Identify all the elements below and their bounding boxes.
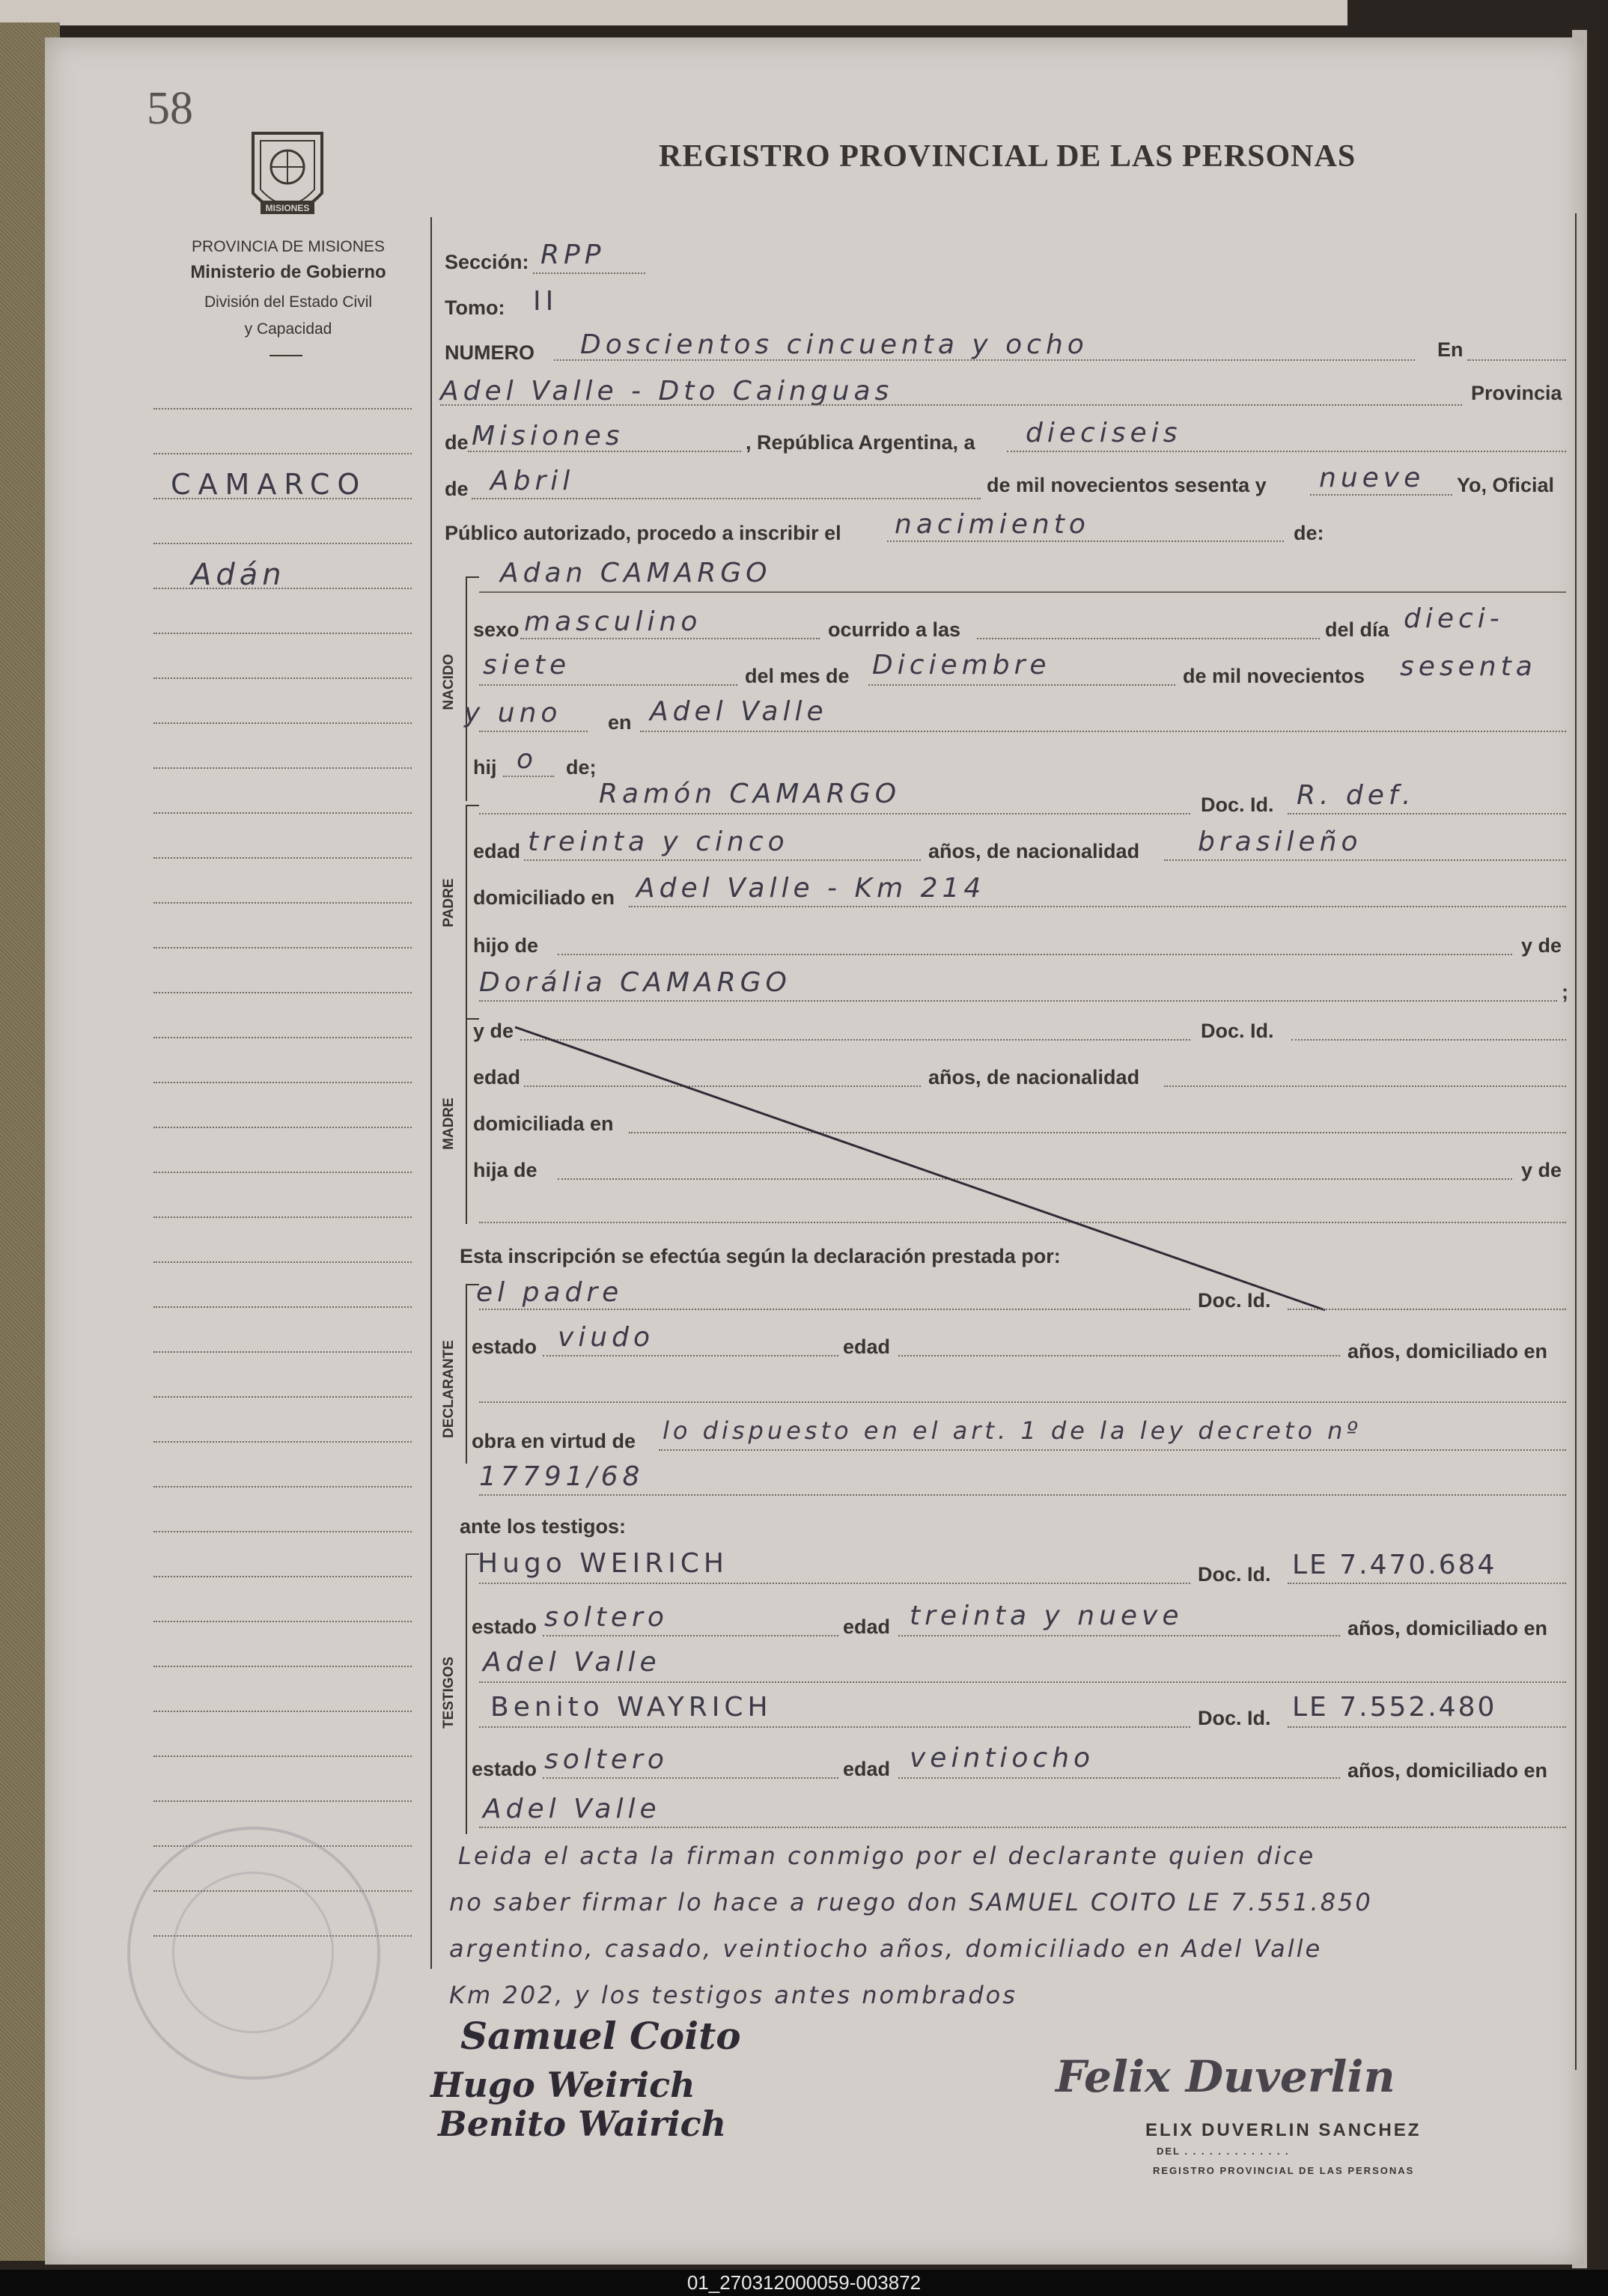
declarante-edad-label: edad — [843, 1336, 891, 1358]
obra-label: obra en virtud de — [472, 1430, 636, 1452]
declarante-label: DECLARANTE — [441, 1340, 457, 1438]
t2-estado-value: soltero — [544, 1744, 669, 1775]
dia-value: dieciseis — [1026, 418, 1182, 448]
nacido-anio-a: sesenta — [1400, 651, 1537, 682]
madre-doc-label: Doc. Id. — [1201, 1020, 1274, 1042]
numero-label: NUMERO — [445, 341, 535, 364]
t1-name: Hugo WEIRICH — [478, 1548, 729, 1579]
nacido-anio-b: y uno — [464, 698, 562, 728]
madre-yde2-label: y de — [1521, 1159, 1562, 1181]
t2-doc-label: Doc. Id. — [1198, 1707, 1271, 1729]
padre-nac-label: años, de nacionalidad — [928, 840, 1140, 862]
anio-value: nueve — [1319, 463, 1425, 493]
madre-label: MADRE — [441, 1097, 457, 1150]
provincia-label: Provincia — [1471, 382, 1562, 404]
official-line-2: DEL . . . . . . . . . . . . . — [1157, 2146, 1290, 2157]
hijo-label: hij — [473, 756, 497, 779]
t1-dom-label: años, domiciliado en — [1347, 1617, 1548, 1639]
padre-doc-label: Doc. Id. — [1201, 794, 1274, 816]
padre-yde-label: y de — [1521, 934, 1562, 957]
publico-label: Público autorizado, procedo a inscribir el — [445, 522, 841, 544]
t2-doc-value: LE 7.552.480 — [1292, 1692, 1497, 1723]
mes-value: Abril — [490, 466, 575, 496]
t2-estado-label: estado — [472, 1758, 537, 1780]
en-label: En — [1437, 338, 1464, 361]
t1-estado-label: estado — [472, 1616, 537, 1638]
t2-dom-value: Adel Valle — [483, 1794, 661, 1824]
del-dia-label: del día — [1325, 618, 1389, 641]
padre-doc-value: R. def. — [1297, 780, 1416, 811]
signature-hugo-weirich: Hugo Weirich — [430, 2065, 695, 2105]
declarante-estado-label: estado — [472, 1336, 537, 1358]
t2-edad-value: veintiocho — [910, 1743, 1095, 1773]
ocurrido-label: ocurrido a las — [828, 618, 961, 641]
footer-image-id: 01_270312000059-003872 — [0, 2270, 1608, 2296]
header-province: PROVINCIA DE MISIONES — [192, 238, 385, 255]
acto-value: nacimiento — [895, 509, 1090, 540]
emblem-label: MISIONES — [265, 203, 310, 213]
nacido-mes-value: Diciembre — [872, 650, 1051, 680]
declarante-doc-label: Doc. Id. — [1198, 1289, 1271, 1312]
padre-edad-value: treinta y cinco — [528, 826, 789, 857]
hijo-value: o — [517, 744, 538, 775]
obra-value: lo dispuesto en el art. 1 de la ley decreto nº — [663, 1416, 1362, 1445]
t2-dom-label: años, domiciliado en — [1347, 1759, 1548, 1782]
t2-edad-label: edad — [843, 1758, 891, 1780]
republica-label: , República Argentina, a — [746, 431, 975, 454]
ley-value: 17791/68 — [479, 1461, 645, 1492]
closing-line-4: Km 202, y los testigos antes nombrados — [449, 1981, 1017, 2009]
t1-estado-value: soltero — [544, 1602, 669, 1633]
padre-label: PADRE — [441, 878, 457, 928]
provincia-value: Misiones — [472, 421, 624, 451]
t2-name: Benito WAYRICH — [490, 1692, 773, 1723]
padre-semicolon: ; — [1562, 981, 1568, 1003]
de2-label: de — [445, 478, 469, 500]
page-title: REGISTRO PROVINCIAL DE LAS PERSONAS — [659, 139, 1356, 174]
padre-nac-value: brasileño — [1198, 826, 1362, 857]
margin-surname: CAMARCO — [171, 468, 368, 501]
official-name: ELIX DUVERLIN SANCHEZ — [1145, 2120, 1422, 2140]
signature-benito-wairich: Benito Wairich — [438, 2104, 727, 2144]
nacido-mil-label: de mil novecientos — [1183, 665, 1365, 687]
declarante-dom-label: años, domiciliado en — [1347, 1340, 1548, 1362]
padre-dom-label: domiciliado en — [473, 886, 615, 909]
tomo-value: II — [533, 286, 558, 317]
closing-line-3: argentino, casado, veintiocho años, domiciliado en Adel Valle — [449, 1934, 1323, 1963]
padre-name: Ramón CAMARGO — [599, 779, 901, 809]
padre-edad-label: edad — [473, 840, 521, 862]
madre-edad-label: edad — [473, 1066, 521, 1088]
seccion-value: RPP — [540, 240, 606, 270]
header-capacidad: y Capacidad — [244, 320, 332, 338]
nacido-name: Adan CAMARGO — [500, 558, 772, 588]
hijo-de-label: de; — [566, 756, 597, 779]
testigos-bracket — [466, 1553, 467, 1834]
mil-label: de mil novecientos sesenta y — [987, 474, 1267, 496]
lugar-value: Adel Valle - Dto Cainguas — [440, 376, 894, 406]
declarante-name: el padre — [476, 1277, 624, 1308]
padre-dom-value: Adel Valle - Km 214 — [636, 873, 986, 904]
nacido-dia-b: siete — [483, 650, 571, 680]
madre-name: Dorália CAMARGO — [479, 967, 791, 998]
tomo-label: Tomo: — [445, 296, 505, 319]
declarante-bracket — [466, 1284, 467, 1464]
official-seal-inner — [172, 1872, 334, 2033]
madre-dom-label: domiciliada en — [473, 1112, 614, 1135]
testigos-label: ante los testigos: — [460, 1515, 627, 1538]
header-ministry: Ministerio de Gobierno — [190, 262, 386, 282]
sexo-label: sexo — [473, 618, 520, 641]
de-label: de — [445, 431, 469, 454]
margin-given-name: Adán — [191, 558, 286, 592]
nacido-en-label: en — [608, 711, 632, 734]
nacido-dia-a: dieci- — [1404, 603, 1504, 634]
madre-nac-label: años, de nacionalidad — [928, 1066, 1140, 1088]
nacido-lugar: Adel Valle — [650, 696, 828, 727]
signature-samuel-coito: Samuel Coito — [460, 2014, 741, 2058]
page-number: 58 — [147, 83, 193, 134]
nacido-mes-label: del mes de — [745, 665, 850, 687]
closing-line-2: no saber firmar lo hace a ruego don SAMUEL COITO LE 7.551.850 — [449, 1888, 1373, 1916]
declarante-estado-value: viudo — [558, 1322, 654, 1353]
madre-yde-label: y de — [473, 1020, 514, 1042]
madre-hija-label: hija de — [473, 1159, 537, 1181]
testigos-label-vertical: TESTIGOS — [441, 1656, 457, 1729]
t1-edad-label: edad — [843, 1616, 891, 1638]
seccion-label: Sección: — [445, 251, 529, 273]
t1-doc-value: LE 7.470.684 — [1292, 1550, 1497, 1580]
t1-edad-value: treinta y nueve — [910, 1601, 1184, 1631]
yo-label: Yo, Oficial — [1457, 474, 1555, 496]
numero-value: Doscientos cincuenta y ocho — [580, 329, 1088, 360]
signature-official: Felix Duverlin — [1056, 2051, 1395, 2102]
declaracion-label: Esta inscripción se efectúa según la declaración prestada por: — [460, 1245, 1061, 1267]
closing-line-1: Leida el acta la firman conmigo por el declarante quien dice — [458, 1842, 1316, 1870]
t1-doc-label: Doc. Id. — [1198, 1563, 1271, 1586]
de3-label: de: — [1294, 522, 1324, 544]
header-division: División del Estado Civil — [204, 293, 373, 311]
padre-hijo-label: hijo de — [473, 934, 538, 957]
official-line-3: REGISTRO PROVINCIAL DE LAS PERSONAS — [1153, 2165, 1415, 2176]
t1-dom-value: Adel Valle — [483, 1647, 661, 1678]
sexo-value: masculino — [524, 606, 702, 637]
nacido-label: NACIDO — [441, 654, 457, 710]
